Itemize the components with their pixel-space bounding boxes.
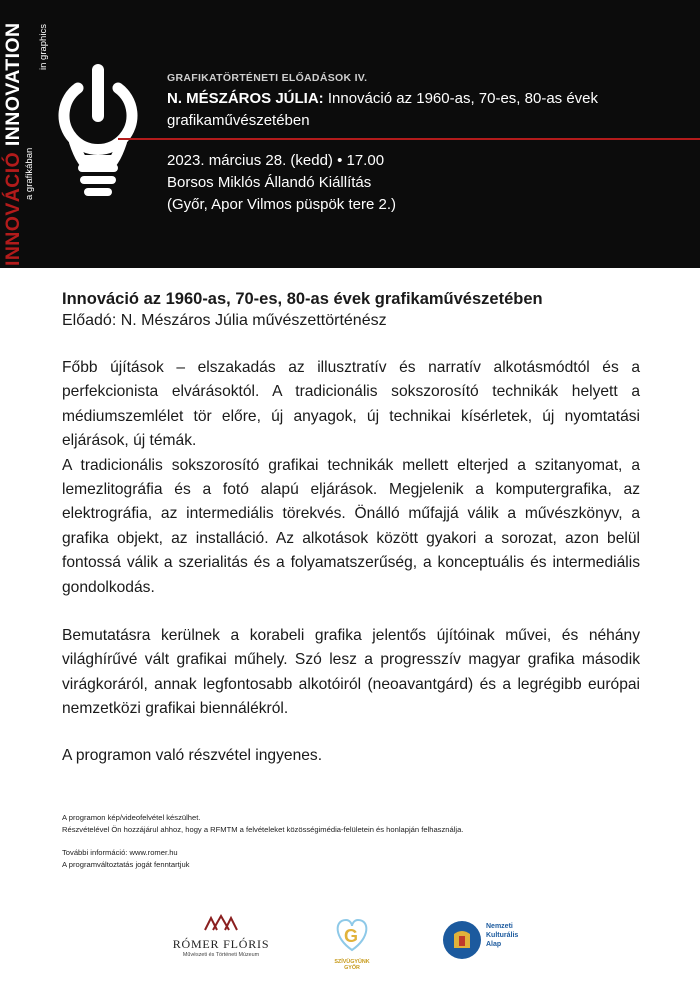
note-changes: A programváltoztatás jogát fenntartjuk — [62, 859, 190, 869]
free-entry-note: A programon való részvétel ingyenes. — [62, 746, 323, 764]
event-title-line1: Innováció az 1960-as, 70-es, 80-as évek — [327, 90, 599, 107]
gyor-logo — [326, 914, 378, 974]
paragraph-innovations: Főbb újítások – elszakadás az illusztratív és narratív alkotásmódtól és a perfekcionista elvárásoktól. A tradicionális sokszorosító technikák helyett a médiumszemlélet tör előre, új anyagok, új technikai kísérletek, új nyomtatási eljárások, új témák. — [62, 359, 640, 450]
vertical-subtitle-en: in graphics — [38, 24, 49, 70]
nka-logo — [442, 920, 542, 966]
nka-line3: Alap — [486, 941, 502, 948]
footnotes — [62, 812, 662, 870]
romer-subtitle: Művészeti és Történeti Múzeum — [182, 952, 260, 958]
vertical-title-hu: INNOVÁCIÓ — [2, 151, 24, 266]
paragraph-presentation: Bemutatásra kerülnek a korabeli grafika jelentős újítóinak művei, és néhány világhírűvé vált grafikai műhely. Szó lesz a progresszív magyar grafika második virágkoráról, annak legfontosabb alkotóiról (neoavantgárd) és a legrégibb európai nemzetközi grafikai biennálékról. — [62, 627, 640, 718]
nka-line1: Nemzeti — [486, 923, 513, 930]
note-info-link[interactable]: További információ: www.romer.hu — [62, 848, 178, 857]
nka-line2: Kulturális — [486, 932, 519, 939]
vertical-subtitle-hu: a grafikában — [24, 147, 35, 200]
main-content — [62, 288, 640, 768]
note-recording: A programon kép/videofelvétel készülhet. — [62, 813, 201, 822]
event-address: (Győr, Apor Vilmos püspök tere 2.) — [167, 196, 396, 213]
svg-text:G: G — [344, 926, 359, 946]
nka-text — [486, 922, 518, 949]
gyor-text: SZÍVÜGYÜNK GYŐR — [334, 959, 370, 971]
vertical-branding — [0, 0, 52, 268]
romer-emblem-icon — [201, 914, 241, 932]
lecture-speaker: Előadó: N. Mészáros Júlia művészettörténész — [62, 312, 387, 329]
event-title-line2: grafikaművészetében — [167, 112, 310, 129]
romer-name: RÓMER FLÓRIS — [172, 937, 270, 951]
gyor-emblem-icon — [330, 914, 374, 954]
note-consent: Részvételével Ön hozzájárul ahhoz, hogy a RFMTM a felvételeket közösségimédia-felületein és honlapján felhasználja. — [62, 824, 464, 834]
lecture-title: Innováció az 1960-as, 70-es, 80-as évek grafikaművészetében — [62, 290, 543, 308]
header-red-divider — [118, 138, 700, 140]
romer-floris-logo — [170, 914, 272, 970]
event-date: 2023. március 28. (kedd) • 17.00 — [167, 152, 385, 169]
event-title — [167, 88, 667, 132]
series-label: GRAFIKATÖRTÉNETI ELŐADÁSOK IV. — [167, 72, 368, 84]
event-speaker: N. MÉSZÁROS JÚLIA: — [167, 90, 324, 107]
header-band — [0, 0, 700, 268]
power-bulb-logo-icon — [48, 60, 148, 200]
paragraph-techniques: A tradicionális sokszorosító grafikai technikák mellett elterjed a szitanyomat, a lemezlitográfia és a fotó alapú eljárások. Megjelenik a komputergrafika, az elektrográfia, az intermediális törekvés. Önálló műfajjá válik a művészkönyv, a grafika objekt, az installáció. Az alkotások között gyakori a sorozat, azon belül fontossá válik a szerialitás és a folyamatszerűség, a konceptuális és intermediális gondolkodás. — [62, 456, 640, 596]
event-venue: Borsos Miklós Állandó Kiállítás — [167, 174, 372, 191]
event-info — [167, 150, 667, 216]
vertical-title — [2, 23, 25, 266]
vertical-title-en: INNOVATION — [2, 22, 24, 147]
nka-emblem-icon — [442, 920, 482, 960]
